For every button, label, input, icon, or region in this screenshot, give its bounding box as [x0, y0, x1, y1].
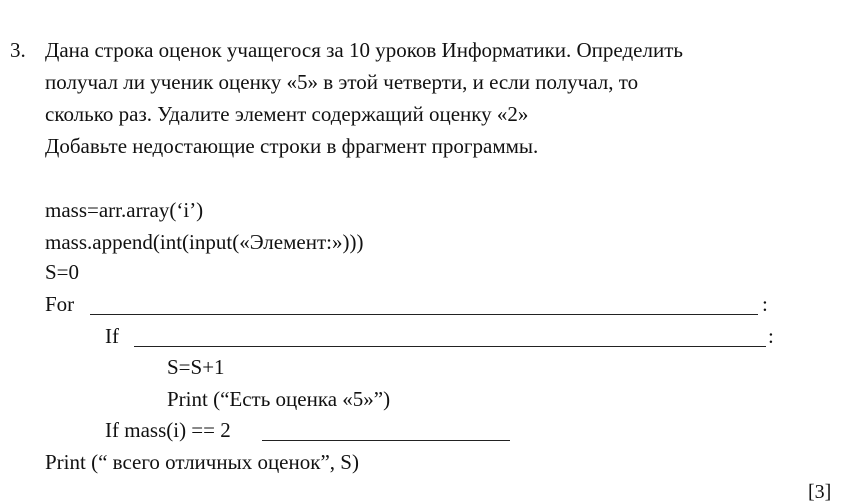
if-two-blank-line[interactable]: [262, 440, 510, 441]
question-text-line-1: Дана строка оценок учащегося за 10 уроков Информатики. Определить: [45, 38, 683, 62]
for-colon: :: [762, 292, 768, 316]
question-text-line-4: Добавьте недостающие строки в фрагмент программы.: [45, 134, 539, 158]
code-for-keyword: For: [45, 292, 75, 316]
code-line-print-total: Print (“ всего отличных оценок”, S): [45, 450, 359, 474]
code-line-mass-array: mass=arr.array(‘i’): [45, 198, 204, 222]
code-line-print-five: Print (“Есть оценка «5»”): [167, 387, 391, 411]
code-line-if-mass-two: If mass(i) == 2: [105, 418, 231, 442]
code-line-mass-append: mass.append(int(input(«Элемент:»))): [45, 230, 364, 254]
question-text-line-3: сколько раз. Удалите элемент содержащий оценку «2»: [45, 102, 529, 126]
code-if-keyword: If: [105, 324, 119, 348]
for-blank-line[interactable]: [90, 314, 758, 315]
question-number: 3.: [10, 38, 26, 62]
code-line-s-increment: S=S+1: [167, 355, 225, 379]
question-text-line-2: получал ли ученик оценку «5» в этой четверти, и если получал, то: [45, 70, 639, 94]
if-colon: :: [768, 324, 774, 348]
code-line-s-init: S=0: [45, 260, 80, 284]
if-blank-line[interactable]: [134, 346, 766, 347]
score-marker: [3]: [808, 481, 832, 503]
